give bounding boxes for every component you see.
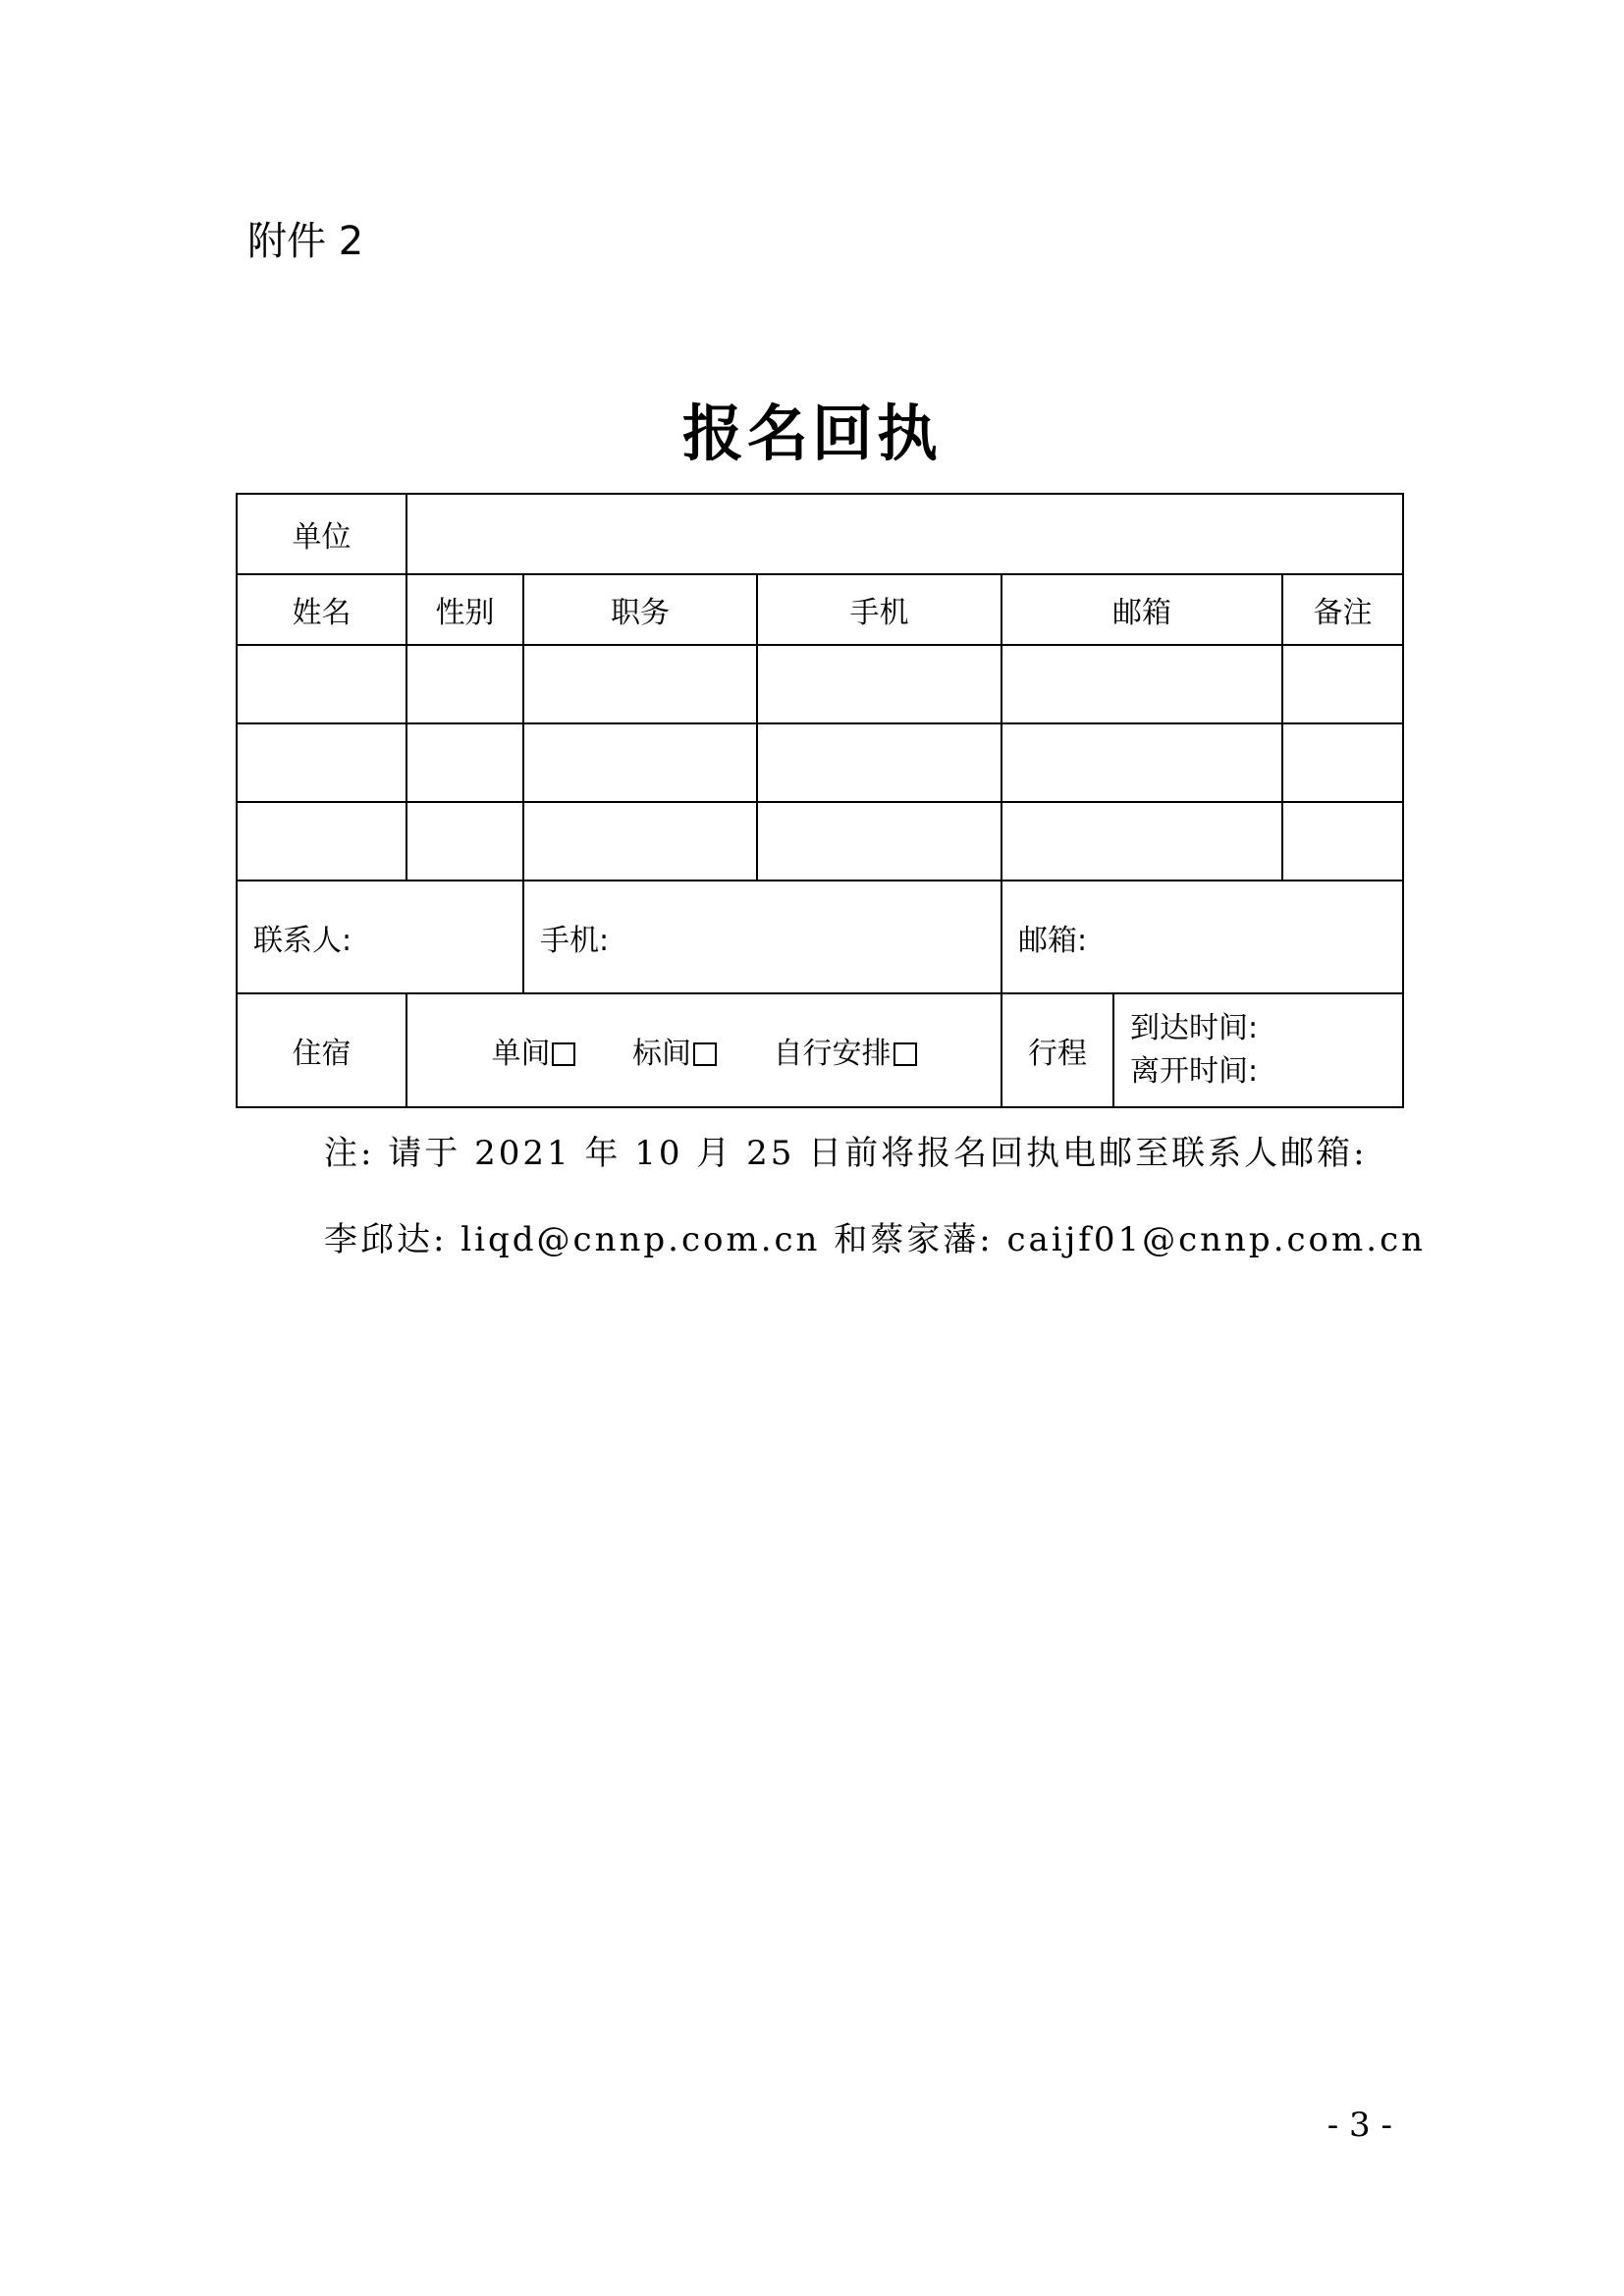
unit-field[interactable]	[406, 494, 1403, 574]
phone-cell[interactable]	[757, 645, 1001, 723]
self-arranged-label: 自行安排	[773, 1037, 892, 1071]
single-room-option[interactable]	[491, 1029, 575, 1072]
position-cell[interactable]	[523, 723, 757, 802]
contact-email-label: 邮箱:	[1001, 881, 1403, 993]
phone-cell[interactable]	[757, 723, 1001, 802]
self-arranged-option[interactable]	[774, 1029, 917, 1072]
contact-person-label: 联系人:	[237, 881, 523, 993]
standard-room-option[interactable]	[632, 1029, 717, 1072]
page-title: 报名回执	[681, 398, 942, 469]
unit-label: 单位	[237, 494, 406, 574]
gender-cell[interactable]	[406, 723, 523, 802]
itinerary-times	[1113, 993, 1403, 1107]
registration-form-table	[236, 493, 1404, 1108]
itinerary-label: 行程	[1001, 993, 1113, 1107]
header-phone: 手机	[757, 574, 1001, 645]
name-cell[interactable]	[237, 645, 406, 723]
checkbox-icon[interactable]	[693, 1042, 717, 1066]
lodging-row	[237, 993, 1403, 1107]
phone-cell[interactable]	[757, 802, 1001, 881]
lodging-label: 住宿	[237, 993, 406, 1107]
table-row	[237, 723, 1403, 802]
header-email: 邮箱	[1001, 574, 1282, 645]
contact-row	[237, 881, 1403, 993]
table-row	[237, 802, 1403, 881]
page-number: - 3 -	[1326, 2106, 1392, 2145]
header-row	[237, 574, 1403, 645]
email-cell[interactable]	[1001, 802, 1282, 881]
email-cell[interactable]	[1001, 723, 1282, 802]
header-position: 职务	[523, 574, 757, 645]
header-gender: 性别	[406, 574, 523, 645]
remarks-cell[interactable]	[1282, 645, 1403, 723]
table-row	[237, 645, 1403, 723]
remarks-cell[interactable]	[1282, 723, 1403, 802]
departure-time-label: 离开时间:	[1130, 1054, 1259, 1089]
single-room-label: 单间	[491, 1037, 551, 1071]
standard-room-label: 标间	[632, 1037, 691, 1071]
gender-cell[interactable]	[406, 802, 523, 881]
checkbox-icon[interactable]	[552, 1042, 575, 1066]
contact-phone-label: 手机:	[523, 881, 1001, 993]
name-cell[interactable]	[237, 802, 406, 881]
position-cell[interactable]	[523, 802, 757, 881]
position-cell[interactable]	[523, 645, 757, 723]
name-cell[interactable]	[237, 723, 406, 802]
arrival-time-label: 到达时间:	[1130, 1011, 1259, 1045]
lodging-options	[406, 993, 1001, 1107]
remarks-cell[interactable]	[1282, 802, 1403, 881]
unit-row	[237, 494, 1403, 574]
header-remarks: 备注	[1282, 574, 1403, 645]
checkbox-icon[interactable]	[893, 1042, 917, 1066]
header-name: 姓名	[237, 574, 406, 645]
gender-cell[interactable]	[406, 645, 523, 723]
note-line-2: 李邱达: liqd@cnnp.com.cn 和蔡家藩: caijf01@cnnp.com.cn	[324, 1220, 1427, 1259]
attachment-label: 附件 2	[247, 219, 364, 264]
note-line-1: 注: 请于 2021 年 10 月 25 日前将报名回执电邮至联系人邮箱:	[324, 1134, 1368, 1173]
email-cell[interactable]	[1001, 645, 1282, 723]
